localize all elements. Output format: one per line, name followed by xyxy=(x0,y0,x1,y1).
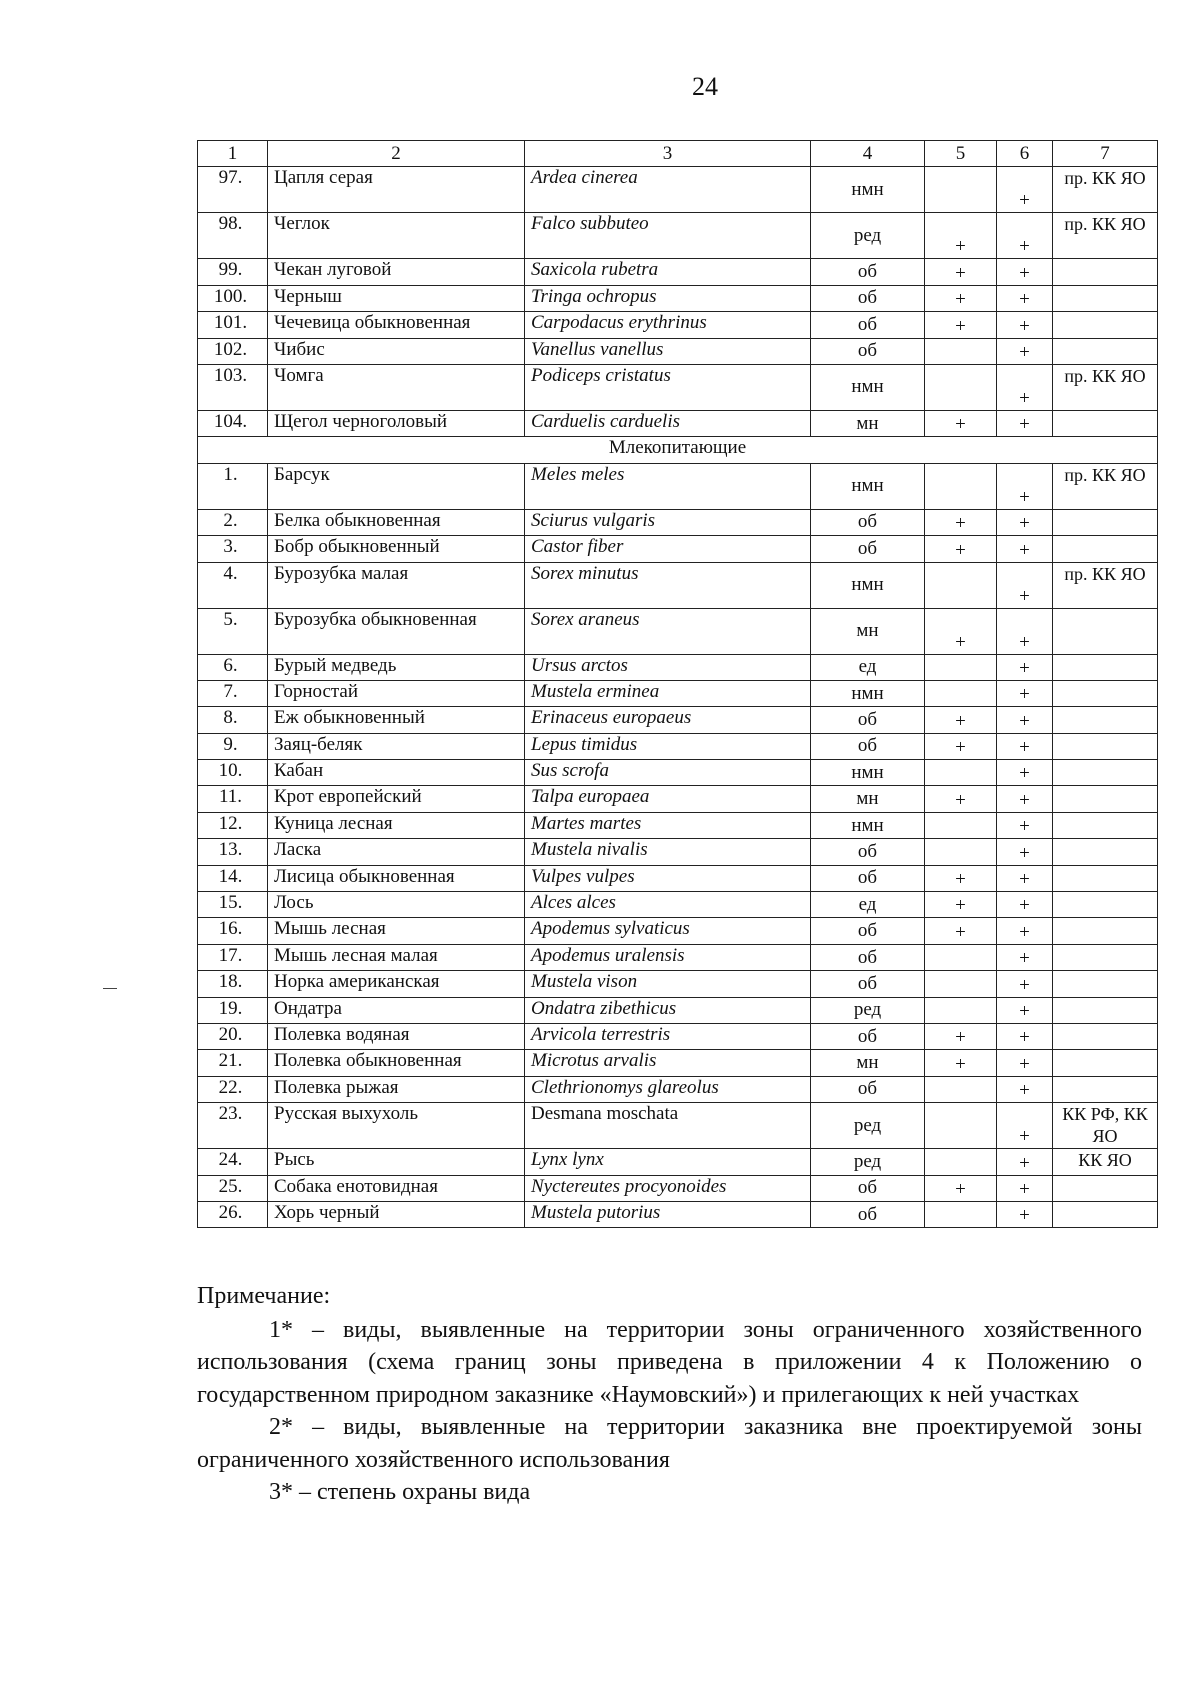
row-number-cell: 15. xyxy=(198,892,268,918)
abundance-cell: нмн xyxy=(811,760,925,786)
russian-name-cell: Крот европейский xyxy=(268,786,525,812)
page-number: 24 xyxy=(692,72,718,101)
protection-status-cell xyxy=(1053,285,1158,311)
russian-name-cell: Еж обыкновенный xyxy=(268,707,525,733)
species-table xyxy=(197,140,1158,1228)
column-6-cell: + xyxy=(997,1050,1053,1076)
latin-name-cell: Desmana moschata xyxy=(525,1103,811,1149)
protection-status-cell xyxy=(1053,1076,1158,1102)
russian-name-cell: Рысь xyxy=(268,1149,525,1175)
column-5-cell xyxy=(925,1103,997,1149)
table-row xyxy=(198,285,1158,311)
row-number-cell: 98. xyxy=(198,213,268,259)
abundance-cell: нмн xyxy=(811,167,925,213)
russian-name-cell: Мышь лесная малая xyxy=(268,944,525,970)
table-row xyxy=(198,259,1158,285)
column-6-cell: + xyxy=(997,364,1053,410)
column-6-cell: + xyxy=(997,892,1053,918)
column-5-cell xyxy=(925,338,997,364)
latin-name-cell: Castor fiber xyxy=(525,536,811,562)
latin-name-cell: Vulpes vulpes xyxy=(525,865,811,891)
abundance-cell: ред xyxy=(811,213,925,259)
abundance-cell: нмн xyxy=(811,463,925,509)
column-6-cell: + xyxy=(997,654,1053,680)
protection-status-cell xyxy=(1053,410,1158,436)
table-row xyxy=(198,1023,1158,1049)
row-number-cell: 17. xyxy=(198,944,268,970)
russian-name-cell: Бурозубка малая xyxy=(268,562,525,608)
latin-name-cell: Lepus timidus xyxy=(525,733,811,759)
column-6-cell: + xyxy=(997,1201,1053,1227)
russian-name-cell: Полевка водяная xyxy=(268,1023,525,1049)
latin-name-cell: Ursus arctos xyxy=(525,654,811,680)
column-6-cell: + xyxy=(997,562,1053,608)
table-row xyxy=(198,944,1158,970)
column-5-cell: + xyxy=(925,786,997,812)
section-row xyxy=(198,437,1158,463)
table-row xyxy=(198,536,1158,562)
russian-name-cell: Заяц-беляк xyxy=(268,733,525,759)
abundance-cell: об xyxy=(811,1175,925,1201)
abundance-cell: мн xyxy=(811,786,925,812)
protection-status-cell xyxy=(1053,918,1158,944)
column-5-cell xyxy=(925,997,997,1023)
russian-name-cell: Норка американская xyxy=(268,971,525,997)
column-6-cell: + xyxy=(997,733,1053,759)
column-6-cell: + xyxy=(997,1149,1053,1175)
russian-name-cell: Хорь черный xyxy=(268,1201,525,1227)
column-5-cell: + xyxy=(925,707,997,733)
protection-status-cell xyxy=(1053,944,1158,970)
protection-status-cell: пр. КК ЯО xyxy=(1053,463,1158,509)
table-row xyxy=(198,918,1158,944)
russian-name-cell: Полевка рыжая xyxy=(268,1076,525,1102)
russian-name-cell: Собака енотовидная xyxy=(268,1175,525,1201)
column-6-cell: + xyxy=(997,463,1053,509)
column-6-cell: + xyxy=(997,1023,1053,1049)
row-number-cell: 4. xyxy=(198,562,268,608)
russian-name-cell: Цапля серая xyxy=(268,167,525,213)
russian-name-cell: Русская выхухоль xyxy=(268,1103,525,1149)
header-cell-6: 6 xyxy=(997,141,1053,167)
row-number-cell: 21. xyxy=(198,1050,268,1076)
table-header-row xyxy=(198,141,1158,167)
abundance-cell: об xyxy=(811,865,925,891)
table-row xyxy=(198,1201,1158,1227)
column-5-cell: + xyxy=(925,312,997,338)
column-6-cell: + xyxy=(997,338,1053,364)
protection-status-cell xyxy=(1053,1201,1158,1227)
column-6-cell: + xyxy=(997,259,1053,285)
column-6-cell: + xyxy=(997,213,1053,259)
column-6-cell: + xyxy=(997,410,1053,436)
abundance-cell: об xyxy=(811,971,925,997)
column-5-cell: + xyxy=(925,918,997,944)
protection-status-cell xyxy=(1053,971,1158,997)
note-2: 2* – виды, выявленные на территории заказника вне проектируемой зоны ограниченного хозяйственного использования xyxy=(197,1414,1142,1473)
protection-status-cell: пр. КК ЯО xyxy=(1053,562,1158,608)
column-6-cell: + xyxy=(997,944,1053,970)
header-cell-2: 2 xyxy=(268,141,525,167)
protection-status-cell xyxy=(1053,680,1158,706)
protection-status-cell: КК ЯО xyxy=(1053,1149,1158,1175)
column-5-cell xyxy=(925,680,997,706)
protection-status-cell: КК РФ, КК ЯО xyxy=(1053,1103,1158,1149)
column-6-cell: + xyxy=(997,167,1053,213)
latin-name-cell: Microtus arvalis xyxy=(525,1050,811,1076)
russian-name-cell: Кабан xyxy=(268,760,525,786)
species-table-body xyxy=(198,141,1158,1228)
table-row xyxy=(198,410,1158,436)
russian-name-cell: Белка обыкновенная xyxy=(268,509,525,535)
abundance-cell: мн xyxy=(811,1050,925,1076)
row-number-cell: 24. xyxy=(198,1149,268,1175)
russian-name-cell: Полевка обыкновенная xyxy=(268,1050,525,1076)
abundance-cell: об xyxy=(811,733,925,759)
column-5-cell: + xyxy=(925,259,997,285)
russian-name-cell: Бобр обыкновенный xyxy=(268,536,525,562)
column-6-cell: + xyxy=(997,285,1053,311)
table-row xyxy=(198,892,1158,918)
table-row xyxy=(198,733,1158,759)
table-row xyxy=(198,338,1158,364)
table-row xyxy=(198,1076,1158,1102)
column-5-cell xyxy=(925,167,997,213)
russian-name-cell: Бурозубка обыкновенная xyxy=(268,608,525,654)
row-number-cell: 97. xyxy=(198,167,268,213)
abundance-cell: об xyxy=(811,312,925,338)
table-row xyxy=(198,680,1158,706)
abundance-cell: об xyxy=(811,707,925,733)
column-6-cell: + xyxy=(997,680,1053,706)
table-row xyxy=(198,312,1158,338)
column-5-cell: + xyxy=(925,1175,997,1201)
abundance-cell: об xyxy=(811,918,925,944)
abundance-cell: об xyxy=(811,536,925,562)
russian-name-cell: Ондатра xyxy=(268,997,525,1023)
row-number-cell: 7. xyxy=(198,680,268,706)
column-5-cell xyxy=(925,463,997,509)
abundance-cell: ед xyxy=(811,654,925,680)
table-row xyxy=(198,786,1158,812)
abundance-cell: мн xyxy=(811,410,925,436)
latin-name-cell: Mustela nivalis xyxy=(525,839,811,865)
russian-name-cell: Щегол черноголовый xyxy=(268,410,525,436)
latin-name-cell: Sciurus vulgaris xyxy=(525,509,811,535)
row-number-cell: 1. xyxy=(198,463,268,509)
russian-name-cell: Чечевица обыкновенная xyxy=(268,312,525,338)
table-row xyxy=(198,1050,1158,1076)
row-number-cell: 100. xyxy=(198,285,268,311)
latin-name-cell: Tringa ochropus xyxy=(525,285,811,311)
russian-name-cell: Барсук xyxy=(268,463,525,509)
latin-name-cell: Apodemus uralensis xyxy=(525,944,811,970)
scan-mark xyxy=(103,988,117,989)
protection-status-cell xyxy=(1053,509,1158,535)
abundance-cell: мн xyxy=(811,608,925,654)
column-5-cell xyxy=(925,971,997,997)
column-5-cell xyxy=(925,1076,997,1102)
protection-status-cell xyxy=(1053,1050,1158,1076)
row-number-cell: 103. xyxy=(198,364,268,410)
row-number-cell: 22. xyxy=(198,1076,268,1102)
column-6-cell: + xyxy=(997,812,1053,838)
abundance-cell: об xyxy=(811,1201,925,1227)
russian-name-cell: Лисица обыкновенная xyxy=(268,865,525,891)
russian-name-cell: Куница лесная xyxy=(268,812,525,838)
protection-status-cell xyxy=(1053,707,1158,733)
row-number-cell: 11. xyxy=(198,786,268,812)
abundance-cell: об xyxy=(811,259,925,285)
header-cell-4: 4 xyxy=(811,141,925,167)
column-6-cell: + xyxy=(997,839,1053,865)
protection-status-cell xyxy=(1053,760,1158,786)
column-5-cell xyxy=(925,944,997,970)
latin-name-cell: Podiceps cristatus xyxy=(525,364,811,410)
column-5-cell xyxy=(925,562,997,608)
latin-name-cell: Nyctereutes procyonoides xyxy=(525,1175,811,1201)
column-5-cell: + xyxy=(925,509,997,535)
abundance-cell: нмн xyxy=(811,812,925,838)
protection-status-cell xyxy=(1053,608,1158,654)
latin-name-cell: Talpa europaea xyxy=(525,786,811,812)
column-5-cell: + xyxy=(925,865,997,891)
table-row xyxy=(198,654,1158,680)
protection-status-cell xyxy=(1053,536,1158,562)
table-row xyxy=(198,707,1158,733)
column-5-cell xyxy=(925,1201,997,1227)
abundance-cell: ред xyxy=(811,1103,925,1149)
abundance-cell: об xyxy=(811,1076,925,1102)
table-row xyxy=(198,509,1158,535)
protection-status-cell xyxy=(1053,812,1158,838)
column-5-cell: + xyxy=(925,608,997,654)
row-number-cell: 102. xyxy=(198,338,268,364)
abundance-cell: об xyxy=(811,509,925,535)
latin-name-cell: Vanellus vanellus xyxy=(525,338,811,364)
notes-section xyxy=(197,1280,1142,1509)
protection-status-cell xyxy=(1053,1175,1158,1201)
latin-name-cell: Ardea cinerea xyxy=(525,167,811,213)
column-5-cell: + xyxy=(925,892,997,918)
row-number-cell: 26. xyxy=(198,1201,268,1227)
notes-title: Примечание: xyxy=(197,1283,331,1309)
note-3: 3* – степень охраны вида xyxy=(269,1479,531,1505)
table-row xyxy=(198,1149,1158,1175)
table-row xyxy=(198,971,1158,997)
russian-name-cell: Ласка xyxy=(268,839,525,865)
latin-name-cell: Saxicola rubetra xyxy=(525,259,811,285)
row-number-cell: 2. xyxy=(198,509,268,535)
latin-name-cell: Mustela erminea xyxy=(525,680,811,706)
column-6-cell: + xyxy=(997,971,1053,997)
protection-status-cell xyxy=(1053,338,1158,364)
table-row xyxy=(198,760,1158,786)
latin-name-cell: Apodemus sylvaticus xyxy=(525,918,811,944)
row-number-cell: 9. xyxy=(198,733,268,759)
latin-name-cell: Sorex minutus xyxy=(525,562,811,608)
table-row xyxy=(198,997,1158,1023)
row-number-cell: 101. xyxy=(198,312,268,338)
table-row xyxy=(198,839,1158,865)
column-5-cell xyxy=(925,760,997,786)
column-6-cell: + xyxy=(997,312,1053,338)
abundance-cell: нмн xyxy=(811,562,925,608)
protection-status-cell xyxy=(1053,1023,1158,1049)
table-row xyxy=(198,1103,1158,1149)
protection-status-cell: пр. КК ЯО xyxy=(1053,364,1158,410)
column-6-cell: + xyxy=(997,786,1053,812)
latin-name-cell: Mustela vison xyxy=(525,971,811,997)
latin-name-cell: Meles meles xyxy=(525,463,811,509)
latin-name-cell: Alces alces xyxy=(525,892,811,918)
latin-name-cell: Falco subbuteo xyxy=(525,213,811,259)
russian-name-cell: Чеглок xyxy=(268,213,525,259)
abundance-cell: нмн xyxy=(811,680,925,706)
row-number-cell: 13. xyxy=(198,839,268,865)
protection-status-cell xyxy=(1053,312,1158,338)
header-cell-5: 5 xyxy=(925,141,997,167)
russian-name-cell: Горностай xyxy=(268,680,525,706)
column-6-cell: + xyxy=(997,865,1053,891)
protection-status-cell xyxy=(1053,654,1158,680)
row-number-cell: 5. xyxy=(198,608,268,654)
abundance-cell: об xyxy=(811,1023,925,1049)
row-number-cell: 19. xyxy=(198,997,268,1023)
row-number-cell: 99. xyxy=(198,259,268,285)
row-number-cell: 6. xyxy=(198,654,268,680)
column-6-cell: + xyxy=(997,918,1053,944)
column-5-cell: + xyxy=(925,1050,997,1076)
column-5-cell xyxy=(925,364,997,410)
latin-name-cell: Carpodacus erythrinus xyxy=(525,312,811,338)
table-row xyxy=(198,812,1158,838)
table-row xyxy=(198,562,1158,608)
table-row xyxy=(198,213,1158,259)
abundance-cell: ед xyxy=(811,892,925,918)
table-row xyxy=(198,865,1158,891)
latin-name-cell: Clethrionomys glareolus xyxy=(525,1076,811,1102)
column-6-cell: + xyxy=(997,1103,1053,1149)
latin-name-cell: Arvicola terrestris xyxy=(525,1023,811,1049)
table-row xyxy=(198,608,1158,654)
column-6-cell: + xyxy=(997,1175,1053,1201)
protection-status-cell: пр. КК ЯО xyxy=(1053,167,1158,213)
protection-status-cell xyxy=(1053,839,1158,865)
abundance-cell: нмн xyxy=(811,364,925,410)
column-5-cell: + xyxy=(925,733,997,759)
table-row xyxy=(198,364,1158,410)
latin-name-cell: Sus scrofa xyxy=(525,760,811,786)
header-cell-7: 7 xyxy=(1053,141,1158,167)
column-5-cell xyxy=(925,654,997,680)
latin-name-cell: Carduelis carduelis xyxy=(525,410,811,436)
russian-name-cell: Чибис xyxy=(268,338,525,364)
row-number-cell: 14. xyxy=(198,865,268,891)
protection-status-cell xyxy=(1053,259,1158,285)
row-number-cell: 18. xyxy=(198,971,268,997)
column-6-cell: + xyxy=(997,536,1053,562)
table-row xyxy=(198,463,1158,509)
column-5-cell: + xyxy=(925,213,997,259)
protection-status-cell xyxy=(1053,892,1158,918)
column-6-cell: + xyxy=(997,608,1053,654)
header-cell-1: 1 xyxy=(198,141,268,167)
column-5-cell xyxy=(925,812,997,838)
row-number-cell: 3. xyxy=(198,536,268,562)
protection-status-cell: пр. КК ЯО xyxy=(1053,213,1158,259)
row-number-cell: 104. xyxy=(198,410,268,436)
column-6-cell: + xyxy=(997,760,1053,786)
latin-name-cell: Lynx lynx xyxy=(525,1149,811,1175)
latin-name-cell: Erinaceus europaeus xyxy=(525,707,811,733)
russian-name-cell: Лось xyxy=(268,892,525,918)
column-5-cell: + xyxy=(925,410,997,436)
protection-status-cell xyxy=(1053,786,1158,812)
abundance-cell: ред xyxy=(811,997,925,1023)
row-number-cell: 25. xyxy=(198,1175,268,1201)
note-1: 1* – виды, выявленные на территории зоны ограниченного хозяйственного использования (схема границ зоны приведена в приложении 4 к Положению о государственном природном заказнике «Наумовский») и прилегающих к ней участках xyxy=(197,1316,1142,1408)
table-row xyxy=(198,1175,1158,1201)
column-5-cell xyxy=(925,839,997,865)
abundance-cell: об xyxy=(811,338,925,364)
row-number-cell: 23. xyxy=(198,1103,268,1149)
abundance-cell: об xyxy=(811,839,925,865)
header-cell-3: 3 xyxy=(525,141,811,167)
column-5-cell xyxy=(925,1149,997,1175)
column-6-cell: + xyxy=(997,1076,1053,1102)
section-title: Млекопитающие xyxy=(198,437,1158,463)
protection-status-cell xyxy=(1053,733,1158,759)
protection-status-cell xyxy=(1053,997,1158,1023)
row-number-cell: 16. xyxy=(198,918,268,944)
russian-name-cell: Чомга xyxy=(268,364,525,410)
abundance-cell: об xyxy=(811,285,925,311)
column-5-cell: + xyxy=(925,536,997,562)
table-row xyxy=(198,167,1158,213)
row-number-cell: 10. xyxy=(198,760,268,786)
abundance-cell: ред xyxy=(811,1149,925,1175)
russian-name-cell: Мышь лесная xyxy=(268,918,525,944)
abundance-cell: об xyxy=(811,944,925,970)
column-5-cell: + xyxy=(925,285,997,311)
row-number-cell: 8. xyxy=(198,707,268,733)
column-6-cell: + xyxy=(997,997,1053,1023)
row-number-cell: 12. xyxy=(198,812,268,838)
column-6-cell: + xyxy=(997,509,1053,535)
latin-name-cell: Martes martes xyxy=(525,812,811,838)
russian-name-cell: Черныш xyxy=(268,285,525,311)
russian-name-cell: Бурый медведь xyxy=(268,654,525,680)
latin-name-cell: Sorex araneus xyxy=(525,608,811,654)
russian-name-cell: Чекан луговой xyxy=(268,259,525,285)
latin-name-cell: Ondatra zibethicus xyxy=(525,997,811,1023)
row-number-cell: 20. xyxy=(198,1023,268,1049)
latin-name-cell: Mustela putorius xyxy=(525,1201,811,1227)
column-5-cell: + xyxy=(925,1023,997,1049)
protection-status-cell xyxy=(1053,865,1158,891)
column-6-cell: + xyxy=(997,707,1053,733)
